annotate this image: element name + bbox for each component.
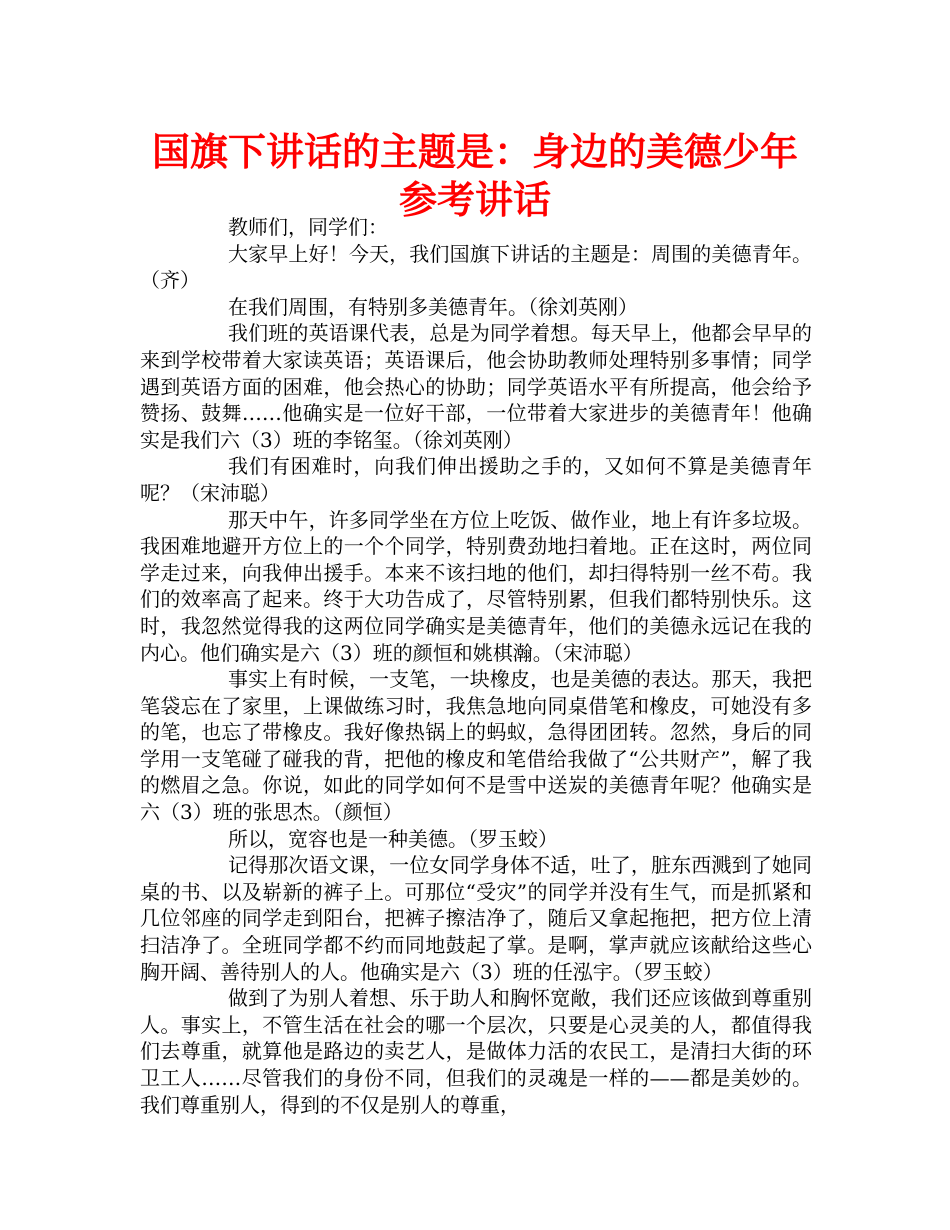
paragraph: 那天中午，许多同学坐在方位上吃饭、做作业，地上有许多垃圾。我困难地避开方位上的一个个同学，特别费劲地扫着地。正在这时，两位同学走过来，向我伸出援手。本来不该扫地的他们，却扫得特别一丝不苟。我们的效率高了起来。终于大功告成了，尽管特别累，但我们都特别快乐。这时，我忽然觉得我的这两位同学确实是美德青年，他们的美德永远记在我的内心。他们确实是六（3）班的颜恒和姚棋瀚。（宋沛聪） <box>140 507 812 665</box>
document-body <box>140 214 812 1118</box>
paragraph: 做到了为别人着想、乐于助人和胸怀宽敞，我们还应该做到尊重别人。事实上，不管生活在社会的哪一个层次，只要是心灵美的人，都值得我们去尊重，就算他是路边的卖艺人，是做体力活的农民工，是清扫大街的环卫工人……尽管我们的身份不同，但我们的灵魂是一样的——都是美妙的。我们尊重别人，得到的不仅是别人的尊重， <box>140 986 812 1117</box>
document-title: 国旗下讲话的主题是：身边的美德少年参考讲话 <box>151 130 798 222</box>
paragraph: 所以，宽容也是一种美德。（罗玉蛟） <box>228 826 558 851</box>
paragraph: 大家早上好！今天，我们国旗下讲话的主题是：周围的美德青年。（齐） <box>140 241 812 293</box>
paragraph: 我们有困难时，向我们伸出援助之手的，又如何不算是美德青年呢？（宋沛聪） <box>140 454 812 505</box>
paragraph: 我们班的英语课代表，总是为同学着想。每天早上，他都会早早的来到学校带着大家读英语；英语课后，他会协助教师处理特别多事情；同学遇到英语方面的困难，他会热心的协助；同学英语水平有所提高，他会给予赞扬、鼓舞……他确实是一位好干部，一位带着大家进步的美德青年！他确实是我们六（3）班的李铭玺。（徐刘英刚） <box>140 321 812 452</box>
paragraph: 在我们周围，有特别多美德青年。（徐刘英刚） <box>228 294 638 319</box>
paragraph: 教师们，同学们： <box>228 215 388 239</box>
paragraph: 记得那次语文课，一位女同学身体不适，吐了，脏东西溅到了她同桌的书、以及崭新的裤子上。可那位“受灾”的同学并没有生气，而是抓紧和几位邻座的同学走到阳台，把裤子擦洁净了，随后又拿起拖把，把方位上清扫洁净了。全班同学都不约而同地鼓起了掌。是啊，掌声就应该献给这些心胸开阔、善待别人的人。他确实是六（3）班的任泓宇。（罗玉蛟） <box>140 853 812 984</box>
paragraph: 事实上有时候，一支笔，一块橡皮，也是美德的表达。那天，我把笔袋忘在了家里，上课做练习时，我焦急地向同桌借笔和橡皮，可她没有多的笔，也忘了带橡皮。我好像热锅上的蚂蚁，急得团团转。忽然，身后的同学用一支笔碰了碰我的背，把他的橡皮和笔借给我做了“公共财产”，解了我的燃眉之急。你说，如此的同学如何不是雪中送炭的美德青年呢？他确实是六（3）班的张思杰。（颜恒） <box>140 667 812 825</box>
